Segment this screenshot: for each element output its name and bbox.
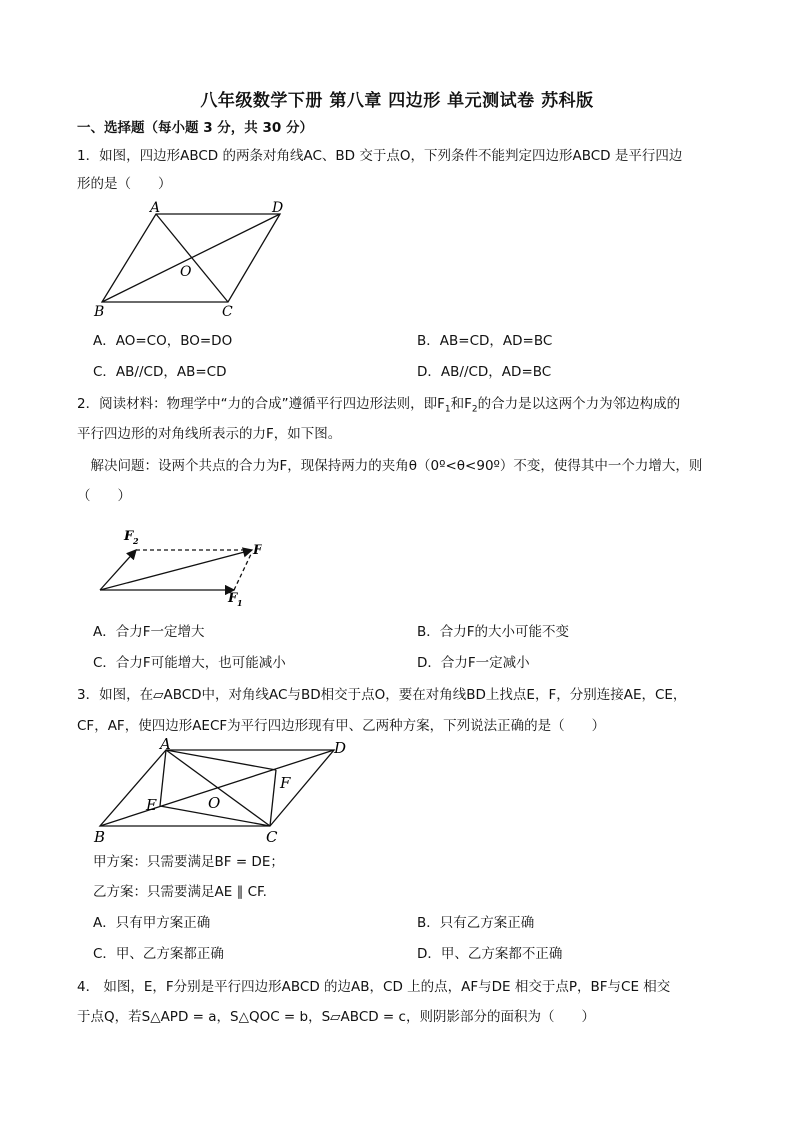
q2-label-f1: F	[228, 591, 238, 606]
q2-force-figure	[92, 524, 262, 610]
q3-label-b: B	[94, 828, 106, 846]
q3-parallelogram-figure	[88, 738, 358, 848]
q2-option-a[interactable]: A．合力F一定增大	[93, 624, 205, 640]
q1-label-c: C	[222, 304, 233, 320]
q4-text-line2: 于点Q，若S△APD = a，S△QOC = b，S▱ABCD = c，则阴影部分的面积为（ ）	[77, 1009, 595, 1025]
q3-label-f: F	[280, 774, 291, 792]
q2-label-f2-sub: 2	[133, 536, 139, 546]
q2-option-c[interactable]: C．合力F可能增大，也可能减小	[93, 655, 286, 671]
q3-text-line2: CF，AF，使四边形AECF为平行四边形现有甲、乙两种方案，下列说法正确的是（ ）	[77, 718, 606, 734]
q1-label-d: D	[272, 200, 284, 216]
q3-text-line1: 3．如图，在▱ABCD中，对角线AC与BD相交于点O，要在对角线BD上找点E，F，分别连接AE，CE，	[77, 687, 687, 703]
q3-label-a: A	[160, 738, 171, 753]
q3-label-e: E	[146, 796, 157, 814]
q3-label-o: O	[208, 794, 221, 812]
q3-label-d: D	[334, 739, 347, 757]
q2-sub-2: 2	[471, 404, 478, 415]
q1-label-b: B	[94, 304, 105, 320]
q2-text-line4: （ ）	[77, 488, 131, 504]
section-heading: 一、选择题（每小题 3 分，共 30 分）	[77, 120, 313, 136]
q2-option-d[interactable]: D．合力F一定减小	[417, 655, 530, 671]
q4-text-line1: 4． 如图，E，F分别是平行四边形ABCD 的边AB，CD 上的点，AF与DE 相交于点P，BF与CE 相交	[77, 979, 671, 995]
q1-option-c[interactable]: C．AB//CD，AB=CD	[93, 364, 227, 380]
q2-text-line2: 平行四边形的对角线所表示的力F，如下图。	[77, 426, 342, 442]
q3-option-d[interactable]: D．甲、乙方案都不正确	[417, 946, 563, 962]
q2-text-part: 2．阅读材料：物理学中“力的合成”遵循平行四边形法则，即F	[77, 396, 445, 412]
q1-option-b[interactable]: B．AB=CD，AD=BC	[417, 333, 553, 349]
q3-label-c: C	[266, 828, 278, 846]
q1-text-line2: 形的是（ ）	[77, 176, 172, 192]
q3-option-b[interactable]: B．只有乙方案正确	[417, 915, 535, 931]
q2-option-b[interactable]: B．合力F的大小可能不变	[417, 624, 570, 640]
page-title: 八年级数学下册 第八章 四边形 单元测试卷 苏科版	[200, 91, 594, 111]
q2-label-f1-sub: 1	[237, 598, 243, 608]
q1-parallelogram-figure	[88, 200, 298, 322]
q2-label-f: F	[253, 543, 262, 558]
q1-option-d[interactable]: D．AB//CD，AD=BC	[417, 364, 552, 380]
q1-label-a: A	[150, 200, 161, 216]
q3-plan-b: 乙方案：只需要满足AE ∥ CF.	[93, 884, 267, 900]
q3-option-a[interactable]: A．只有甲方案正确	[93, 915, 211, 931]
q2-text-part: 和F	[450, 396, 472, 412]
q2-text-line3: 解决问题：设两个共点的合力为F，现保持两力的夹角θ（0º<θ<90º）不变，使得其中一个力增大，则	[77, 458, 703, 474]
q1-option-a[interactable]: A．AO=CO，BO=DO	[93, 333, 233, 349]
q3-plan-a: 甲方案：只需要满足BF = DE；	[93, 854, 284, 870]
q2-sub-1: 1	[444, 404, 451, 415]
q1-text-line1: 1．如图，四边形ABCD 的两条对角线AC、BD 交于点O，下列条件不能判定四边形ABCD 是平行四边	[77, 148, 683, 164]
q2-label-f2: F	[124, 529, 134, 544]
q2-text-part: 的合力是以这两个力为邻边构成的	[477, 396, 681, 412]
q1-label-o: O	[180, 264, 192, 280]
q3-option-c[interactable]: C．甲、乙方案都正确	[93, 946, 224, 962]
q2-text-line1	[77, 394, 680, 420]
